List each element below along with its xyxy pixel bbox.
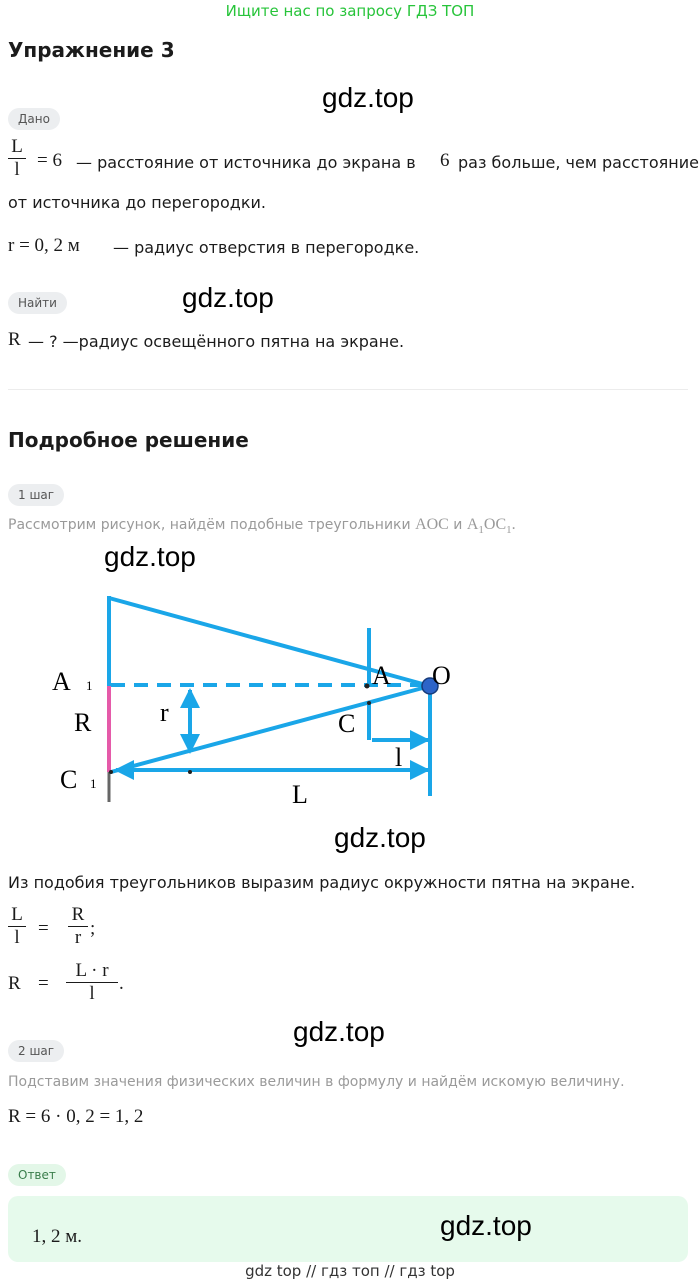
watermark: gdz.top	[104, 541, 196, 572]
r-description: — радиус отверстия в перегородке.	[113, 238, 420, 257]
given-badge: Дано	[8, 108, 60, 130]
watermark: gdz.top	[182, 282, 274, 313]
triangle-AOC: AOC	[415, 516, 449, 533]
point-C1	[109, 770, 113, 774]
step1-text-main: Рассмотрим рисунок, найдём подобные треугольники	[8, 517, 411, 533]
label-R: R	[74, 708, 92, 737]
point-A	[365, 684, 370, 689]
step1-text	[8, 516, 516, 536]
watermark: gdz.top	[293, 1016, 385, 1047]
label-C1: C	[60, 765, 78, 794]
label-l: l	[395, 743, 403, 772]
label-C1-sub: 1	[90, 776, 97, 791]
f1-end: ;	[90, 918, 96, 939]
watermark: gdz.top	[440, 1210, 532, 1241]
find-badge: Найти	[8, 292, 67, 314]
point-C	[367, 701, 371, 705]
find-R-text: — ? —радиус освещённого пятна на экране.	[28, 332, 405, 351]
footer-links[interactable]: gdz top // гдз топ // гдз top	[245, 1262, 455, 1280]
ratio-text-b: раз больше, чем расстояние	[458, 153, 699, 172]
answer-value: 1, 2 м.	[32, 1226, 83, 1247]
find-R-symbol: R	[8, 329, 21, 350]
ratio-denominator: l	[14, 159, 20, 180]
lower-ray	[111, 686, 430, 772]
ratio-text-c: от источника до перегородки.	[8, 193, 266, 212]
f2-left: R	[8, 973, 21, 994]
step2-formula: R = 6 · 0, 2 = 1, 2	[8, 1106, 144, 1127]
ratio-text-a: — расстояние от источника до экрана в	[76, 153, 416, 172]
label-A: A	[372, 661, 391, 690]
triangle-A1OC1: $A_1OC_1$.	[466, 516, 516, 537]
point-r-base	[188, 770, 192, 774]
given-ratio-fraction	[8, 136, 26, 181]
ratio-numerator: L	[11, 136, 23, 157]
ratio-six: 6	[440, 150, 450, 171]
f1-left-fraction: L l	[8, 904, 26, 949]
search-banner[interactable]: Ищите нас по запросу ГДЗ ТОП	[225, 2, 475, 20]
section-divider	[8, 389, 688, 390]
r-formula: r = 0, 2 м	[8, 235, 80, 256]
similarity-text: Из подобия треугольников выразим радиус окружности пятна на экране.	[8, 873, 636, 892]
optics-diagram	[0, 570, 700, 830]
step1-badge: 1 шаг	[8, 484, 64, 506]
watermark: gdz.top	[334, 822, 426, 853]
label-O: O	[432, 661, 451, 690]
answer-badge: Ответ	[8, 1164, 66, 1186]
answer-box	[8, 1196, 688, 1262]
label-L: L	[292, 780, 308, 809]
label-A1-sub: 1	[86, 678, 93, 693]
watermark: gdz.top	[322, 82, 414, 113]
f1-eq: =	[38, 918, 49, 939]
solution-title: Подробное решение	[8, 428, 249, 452]
label-A1: A	[52, 667, 71, 696]
f2-fraction: L · r l	[66, 960, 118, 1005]
step2-badge: 2 шаг	[8, 1040, 64, 1062]
step1-and: и	[453, 517, 463, 533]
f2-end: .	[119, 973, 124, 994]
exercise-title: Упражнение 3	[8, 38, 175, 62]
step2-text: Подставим значения физических величин в формулу и найдём искомую величину.	[8, 1074, 625, 1090]
label-C: C	[338, 709, 356, 738]
ratio-rhs: = 6	[37, 150, 62, 171]
f2-eq: =	[38, 973, 49, 994]
label-r: r	[160, 698, 169, 727]
f1-right-fraction: R r	[68, 904, 88, 949]
